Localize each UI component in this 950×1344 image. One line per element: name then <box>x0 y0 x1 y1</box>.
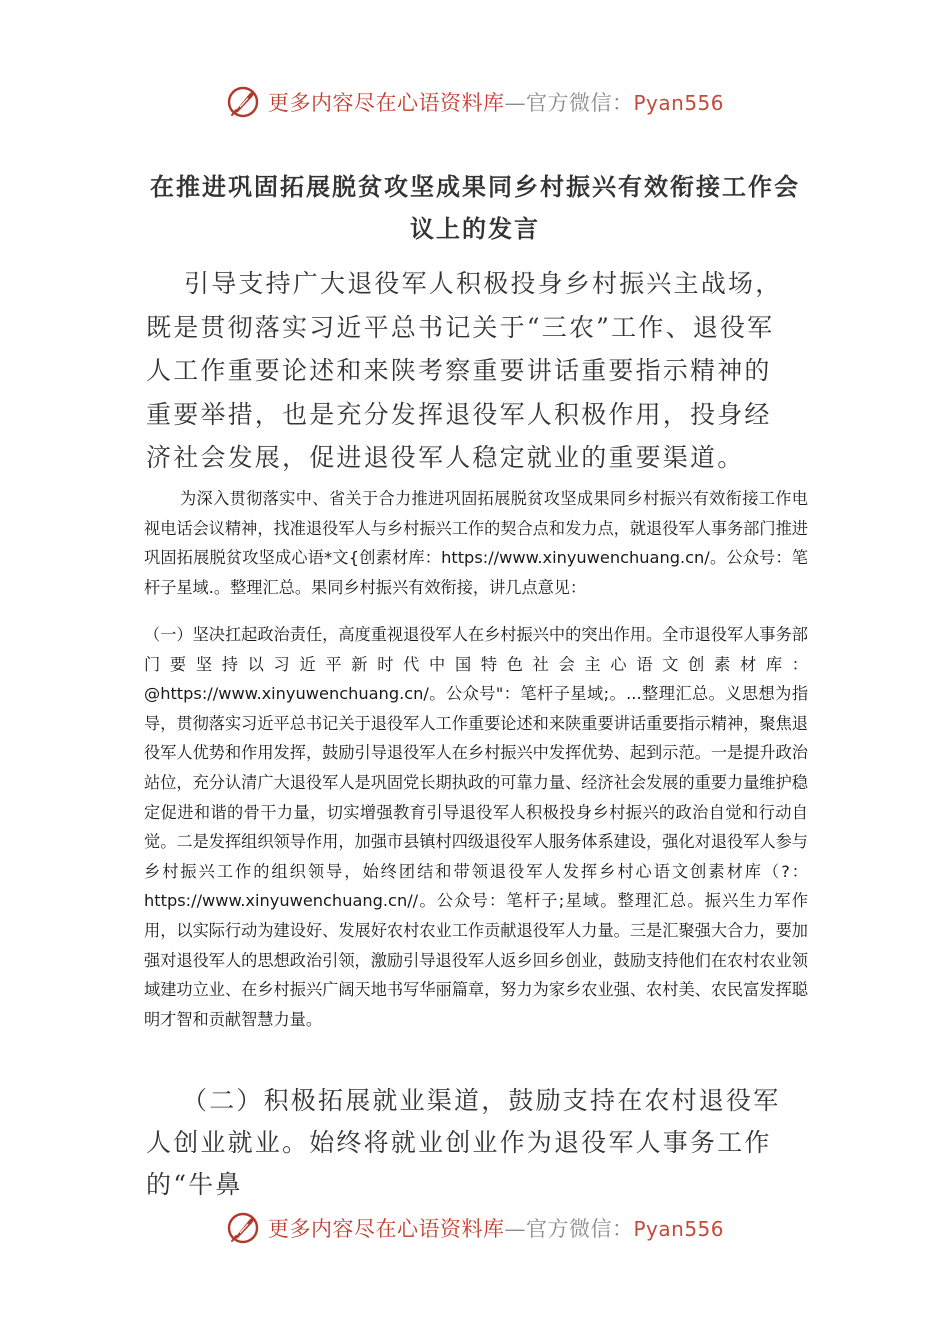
banner-text <box>268 87 724 117</box>
banner-main: 更多内容尽在心语资料库 <box>267 91 505 115</box>
quill-logo-icon <box>226 1211 260 1245</box>
header-banner <box>0 82 950 122</box>
body-paragraph-section-2: （二）积极拓展就业渠道，鼓励支持在农村退役军人创业就业。始终将就业创业作为退役军人事务工作的“牛鼻 <box>146 1086 781 1199</box>
body-paragraph-intro: 为深入贯彻落实中、省关于合力推进巩固拓展脱贫攻坚成果同乡村振兴有效衔接工作电视电话会议精神，找准退役军人与乡村振兴工作的契合点和发力点，就退役军人事务部门推进巩固拓展脱贫攻坚成心语*文{创素材库：https://www.xinyuwenchuang.cn/。公众号：笔杆子星域.。整理汇总。果同乡村振兴有效衔接，讲几点意见： <box>144 489 808 597</box>
banner-wechat-id: Pyan556 <box>633 91 724 115</box>
banner-official: 官方微信： <box>525 91 634 115</box>
banner-dash: — <box>504 91 526 115</box>
footer-banner <box>0 1208 950 1248</box>
banner-text <box>268 1213 724 1243</box>
quill-logo-icon <box>226 85 260 119</box>
body-paragraph-section-1: （一）坚决扛起政治责任，高度重视退役军人在乡村振兴中的突出作用。全市退役军人事务部门要坚持以习近平新时代中国特色社会主心语文创素材库：@https://www.xinyuwenchuang.cn/。公众号"：笔杆子星域;。...整理汇总。义思想为指导，贯彻落实习近平总书记关于退役军人工作重要论述和来陕重要讲话重要指示精神，聚焦退役军人优势和作用发挥，鼓励引导退役军人在乡村振兴中发挥优势、起到示范。一是提升政治站位，充分认清广大退役军人是巩固党长期执政的可靠力量、经济社会发展的重要力量维护稳定促进和谐的骨干力量，切实增强教育引导退役军人积极投身乡村振兴的政治自觉和行动自觉。二是发挥组织领导作用，加强市县镇村四级退役军人服务体系建设，强化对退役军人参与乡村振兴工作的组织领导，始终团结和带领退役军人发挥乡村心语文创素材库（?：https://www.xinyuwenchuang.cn//。公众号：笔杆子;星域。整理汇总。振兴生力军作用，以实际行动为建设好、发展好农村农业工作贡献退役军人力量。三是汇聚强大合力，要加强对退役军人的思想政治引领，激励引导退役军人返乡回乡创业，鼓励支持他们在农村农业领域建功立业、在乡村振兴广阔天地书写华丽篇章，努力为家乡农业强、农村美、农民富发挥聪明才智和贡献智慧力量。 <box>144 625 808 1029</box>
banner-wechat-id: Pyan556 <box>633 1217 724 1241</box>
lead-paragraph: 引导支持广大退役军人积极投身乡村振兴主战场，既是贯彻落实习近平总书记关于“三农”工作、退役军人工作重要论述和来陕考察重要讲话重要指示精神的重要举措，也是充分发挥退役军人积极作用，投身经济社会发展，促进退役军人稳定就业的重要渠道。 <box>146 269 783 472</box>
banner-official: 官方微信： <box>525 1217 634 1241</box>
banner-main: 更多内容尽在心语资料库 <box>267 1217 505 1241</box>
document-title: 在推进巩固拓展脱贫攻坚成果同乡村振兴有效衔接工作会议上的发言 <box>150 172 800 243</box>
banner-dash: — <box>504 1217 526 1241</box>
